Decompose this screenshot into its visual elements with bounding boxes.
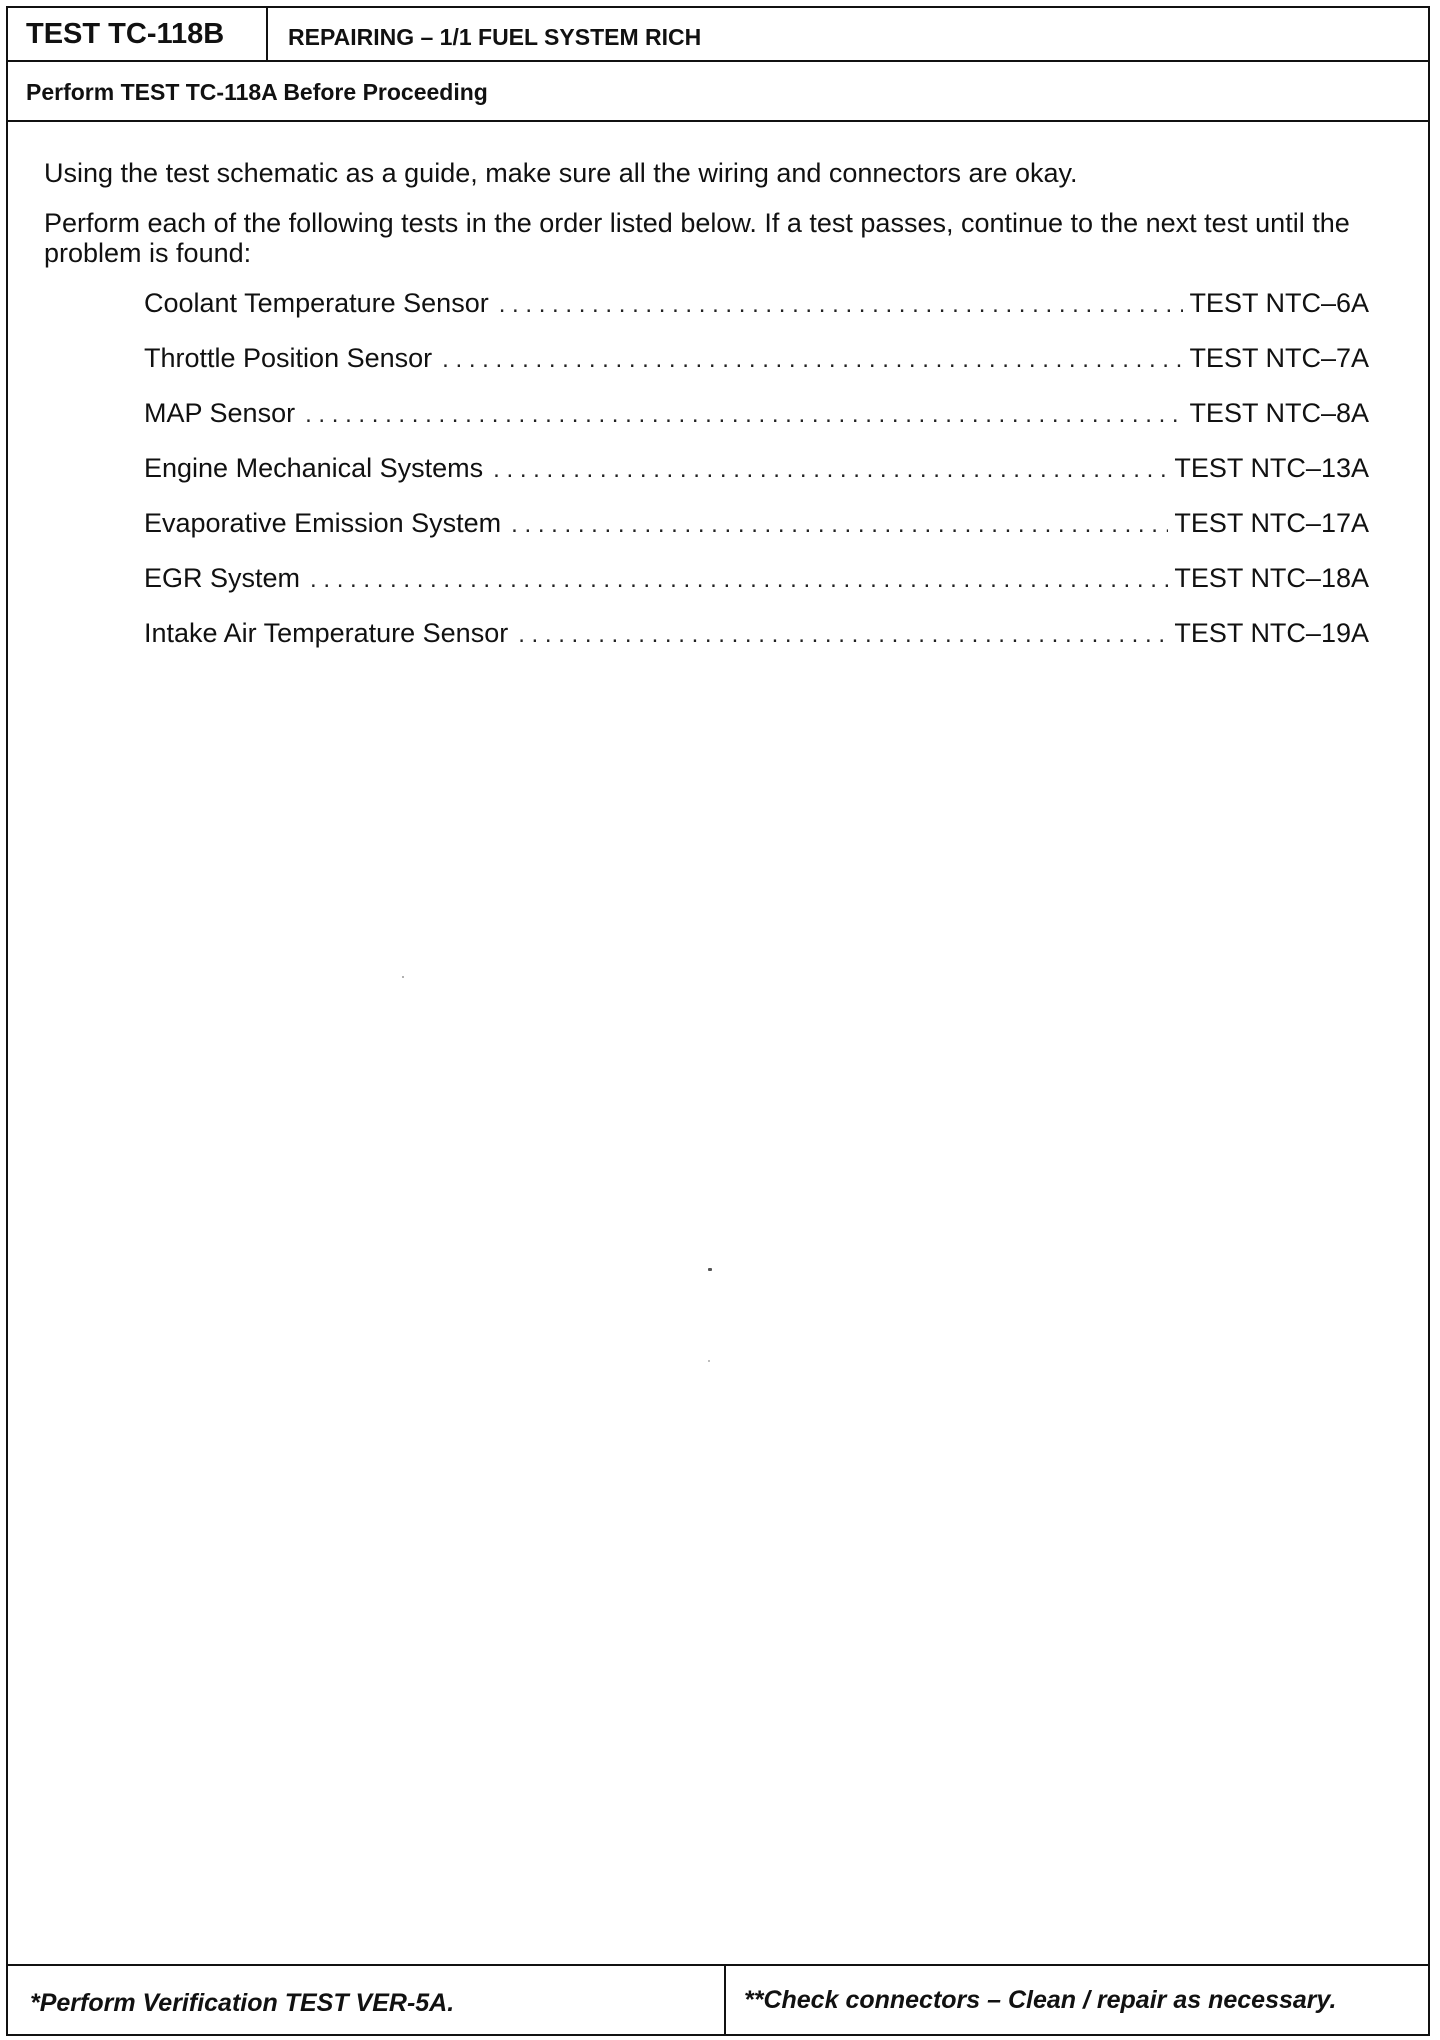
test-reference: TEST NTC–18A [1174,563,1369,593]
scan-speck [708,1268,712,1271]
header-row [8,8,1428,62]
instruction-paragraph-2: Perform each of the following tests in the order listed below. If a test passes, continue to the next test until the problem is found: [44,208,1350,268]
list-item [144,343,1369,398]
list-item [144,288,1369,343]
test-name: Intake Air Temperature Sensor [144,618,509,648]
test-name: Evaporative Emission System [144,508,502,538]
list-item [144,508,1369,563]
test-reference: TEST NTC–17A [1174,508,1369,538]
test-name: EGR System [144,563,301,593]
page-title: REPAIRING – 1/1 FUEL SYSTEM RICH [288,24,702,50]
footer-row [8,1964,1428,2034]
scan-speck [708,1360,710,1362]
dot-leader [493,456,1168,484]
test-reference: TEST NTC–7A [1189,343,1369,373]
test-procedure-sheet [6,6,1430,2036]
scan-speck [402,976,404,978]
list-item [144,563,1369,618]
footer-verification-note: *Perform Verification TEST VER-5A. [8,1966,726,2034]
test-reference: TEST NTC–8A [1189,398,1369,428]
test-name: Engine Mechanical Systems [144,453,484,483]
prerequisite-note: Perform TEST TC-118A Before Proceeding [8,62,1428,122]
test-reference: TEST NTC–13A [1174,453,1369,483]
instructions-body [44,158,1394,673]
instruction-paragraph-1: Using the test schematic as a guide, make sure all the wiring and connectors are okay. [44,158,1078,188]
dot-leader [442,346,1183,374]
test-reference: TEST NTC–19A [1174,618,1369,648]
list-item [144,398,1369,453]
test-list [144,288,1369,673]
test-reference: TEST NTC–6A [1189,288,1369,318]
test-name: Coolant Temperature Sensor [144,288,489,318]
test-name: MAP Sensor [144,398,296,428]
dot-leader [305,401,1183,429]
dot-leader [499,291,1184,319]
dot-leader [518,621,1168,649]
dot-leader [511,511,1168,539]
list-item [144,618,1369,673]
list-item [144,453,1369,508]
test-name: Throttle Position Sensor [144,343,433,373]
test-id: TEST TC-118B [8,8,268,60]
footer-connector-note: **Check connectors – Clean / repair as necessary. [744,1986,1337,2014]
dot-leader [310,566,1168,594]
